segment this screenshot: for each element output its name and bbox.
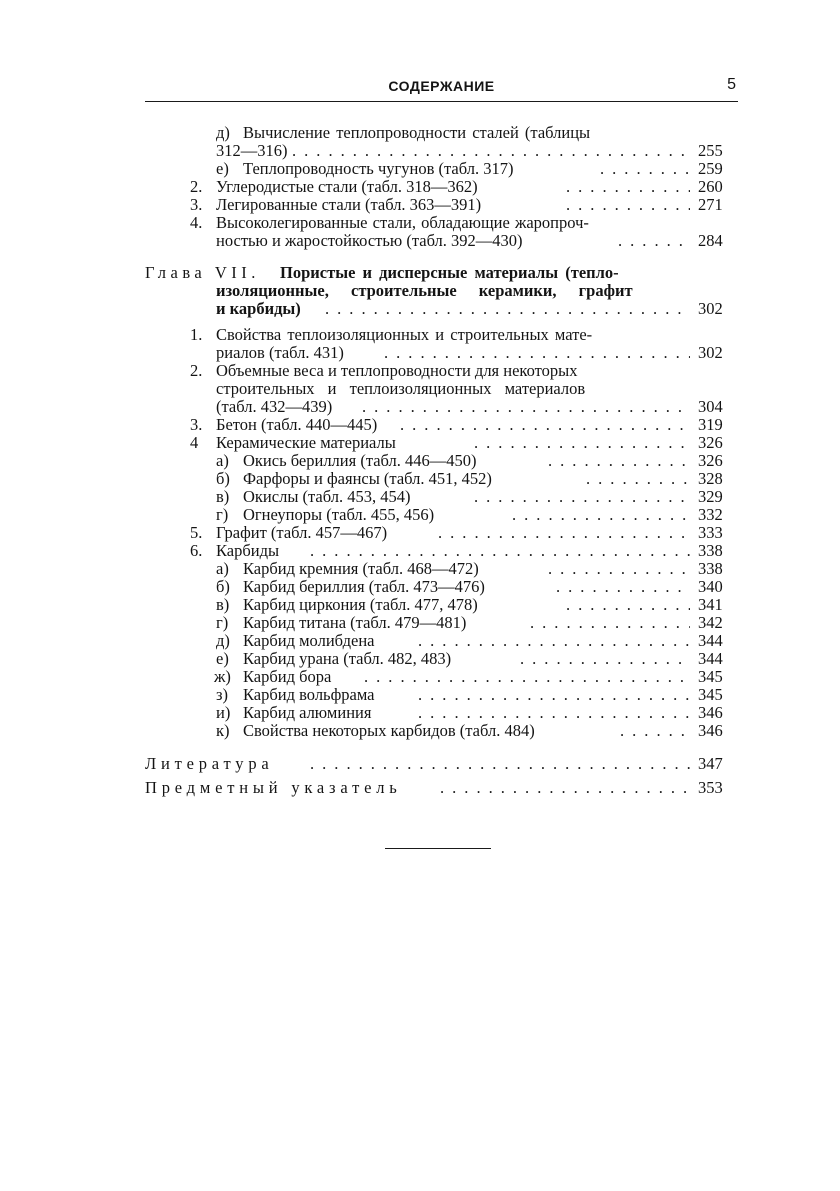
toc-entry-page: 346 bbox=[698, 703, 723, 722]
toc-entry-text: Карбид бора bbox=[243, 667, 332, 686]
toc-leader bbox=[618, 232, 690, 250]
toc-entry-text: Карбид молибдена bbox=[243, 631, 375, 650]
toc-entry-continuation: строительных и теплоизоляционных материалов bbox=[216, 379, 586, 398]
toc-leader bbox=[520, 650, 690, 668]
toc-leader bbox=[364, 668, 690, 686]
running-head bbox=[145, 76, 738, 100]
toc-leader bbox=[310, 542, 690, 560]
toc-entry-prefix: е) bbox=[216, 159, 229, 178]
toc-entry-page: 344 bbox=[698, 649, 723, 668]
toc-entry-prefix: е) bbox=[216, 649, 229, 668]
toc-leader bbox=[418, 686, 690, 704]
toc-entry-text: Керамические материалы bbox=[216, 433, 396, 452]
back-matter-text: Предметный указатель bbox=[145, 778, 402, 797]
toc-entry-text: Графит (табл. 457—467) bbox=[216, 523, 388, 542]
toc-entry-text: Окись бериллия (табл. 446—450) bbox=[243, 451, 477, 470]
toc-entry-page: 260 bbox=[698, 177, 723, 196]
toc-entry-page: 271 bbox=[698, 195, 723, 214]
toc-entry-prefix: ж) bbox=[214, 667, 231, 686]
back-matter-page: 353 bbox=[698, 778, 723, 797]
toc-entry-continuation: (табл. 432—439) bbox=[216, 397, 333, 416]
toc-entry-page: 329 bbox=[698, 487, 723, 506]
running-head-title: СОДЕРЖАНИЕ bbox=[388, 78, 495, 94]
toc-entry-prefix: б) bbox=[216, 469, 230, 488]
toc-entry-text: Теплопроводность чугунов (табл. 317) bbox=[243, 159, 514, 178]
toc-entry-text: Карбид алюминия bbox=[243, 703, 372, 722]
toc-entry-text: Карбид циркония (табл. 477, 478) bbox=[243, 595, 478, 614]
back-matter-text: Литература bbox=[145, 754, 274, 773]
toc-entry-prefix: 2. bbox=[190, 361, 203, 380]
toc-leader bbox=[600, 160, 690, 178]
toc-leader bbox=[586, 470, 690, 488]
toc-entry-text: Окислы (табл. 453, 454) bbox=[243, 487, 411, 506]
toc-leader bbox=[548, 452, 690, 470]
toc-entry-prefix: в) bbox=[216, 487, 230, 506]
toc-leader bbox=[418, 632, 690, 650]
toc-entry-page: 304 bbox=[698, 397, 723, 416]
toc-leader bbox=[292, 142, 690, 160]
toc-entry-text: Легированные стали (табл. 363—391) bbox=[216, 195, 482, 214]
toc-entry-text: Карбид урана (табл. 482, 483) bbox=[243, 649, 452, 668]
toc-entry-prefix: д) bbox=[216, 631, 230, 650]
toc-entry-page: 341 bbox=[698, 595, 723, 614]
end-rule bbox=[385, 848, 491, 849]
toc-leader bbox=[384, 344, 690, 362]
toc-leader bbox=[438, 524, 690, 542]
toc-entry-page: 338 bbox=[698, 541, 723, 560]
back-matter-page: 347 bbox=[698, 754, 723, 773]
toc-entry-prefix: з) bbox=[216, 685, 229, 704]
toc-entry-prefix: в) bbox=[216, 595, 230, 614]
toc-entry-page: 319 bbox=[698, 415, 723, 434]
page-number: 5 bbox=[727, 76, 736, 93]
toc-entry-continuation: риалов (табл. 431) bbox=[216, 343, 344, 362]
chapter-title-line-2: изоляционные, строительные керамики, графит bbox=[216, 281, 633, 300]
toc-entry-prefix: и) bbox=[216, 703, 231, 722]
toc-leader bbox=[310, 755, 690, 773]
toc-entry-text: Объемные веса и теплопроводности для некоторых bbox=[216, 361, 578, 380]
toc-entry-text: Бетон (табл. 440—445) bbox=[216, 415, 378, 434]
toc-leader bbox=[566, 596, 690, 614]
toc-entry-text: Карбид кремния (табл. 468—472) bbox=[243, 559, 479, 578]
toc-entry-text: Свойства некоторых карбидов (табл. 484) bbox=[243, 721, 535, 740]
toc-entry-page: 328 bbox=[698, 469, 723, 488]
toc-leader bbox=[474, 434, 690, 452]
toc-entry-page: 346 bbox=[698, 721, 723, 740]
toc-entry-page: 259 bbox=[698, 159, 723, 178]
toc-leader bbox=[620, 722, 690, 740]
chapter-title-line-1: Пористые и дисперсные материалы (тепло- bbox=[280, 263, 619, 282]
toc-leader bbox=[362, 398, 690, 416]
toc-leader bbox=[566, 178, 690, 196]
toc-entry-text: Свойства теплоизоляционных и строительных мате- bbox=[216, 325, 593, 344]
toc-entry-text: Карбиды bbox=[216, 541, 280, 560]
toc-leader bbox=[418, 704, 690, 722]
toc-entry-prefix: б) bbox=[216, 577, 230, 596]
toc-entry-page: 338 bbox=[698, 559, 723, 578]
toc-entry-page: 345 bbox=[698, 667, 723, 686]
toc-entry-prefix: 4 bbox=[190, 433, 199, 452]
toc-leader bbox=[400, 416, 690, 434]
toc-entry-prefix: д) bbox=[216, 123, 230, 142]
toc-leader bbox=[474, 488, 690, 506]
chapter-label: Глава VII. bbox=[145, 263, 260, 282]
toc-entry-page: 332 bbox=[698, 505, 723, 524]
toc-entry-prefix: а) bbox=[216, 451, 229, 470]
toc-leader bbox=[325, 300, 690, 318]
toc-entry-page: 340 bbox=[698, 577, 723, 596]
toc-entry-text: Высоколегированные стали, обладающие жаропроч- bbox=[216, 213, 589, 232]
toc-entry-page: 345 bbox=[698, 685, 723, 704]
toc-entry-text: Огнеупоры (табл. 455, 456) bbox=[243, 505, 435, 524]
toc-entry-text: Вычисление теплопроводности сталей (таблицы bbox=[243, 123, 591, 142]
toc-entry-text: Карбид бериллия (табл. 473—476) bbox=[243, 577, 485, 596]
toc-entry-continuation: 312—316) bbox=[216, 141, 288, 160]
toc-entry-prefix: 5. bbox=[190, 523, 203, 542]
toc-leader bbox=[548, 560, 690, 578]
toc-entry-page: 342 bbox=[698, 613, 723, 632]
chapter-page: 302 bbox=[698, 299, 723, 318]
toc-entry-page: 333 bbox=[698, 523, 723, 542]
toc-entry-prefix: 3. bbox=[190, 195, 203, 214]
toc-leader bbox=[566, 196, 690, 214]
toc-entry-prefix: а) bbox=[216, 559, 229, 578]
header-rule bbox=[145, 101, 738, 102]
toc-leader bbox=[556, 578, 690, 596]
toc-entry-page: 284 bbox=[698, 231, 723, 250]
toc-entry-prefix: 2. bbox=[190, 177, 203, 196]
toc-entry-text: Углеродистые стали (табл. 318—362) bbox=[216, 177, 478, 196]
toc-entry-prefix: 6. bbox=[190, 541, 203, 560]
chapter-title-line-3: и карбиды) bbox=[216, 299, 301, 318]
toc-entry-text: Карбид титана (табл. 479—481) bbox=[243, 613, 467, 632]
toc-entry-prefix: г) bbox=[216, 505, 229, 524]
toc-entry-page: 326 bbox=[698, 433, 723, 452]
toc-entry-continuation: ностью и жаростойкостью (табл. 392—430) bbox=[216, 231, 523, 250]
toc-entry-prefix: 1. bbox=[190, 325, 203, 344]
toc-entry-page: 255 bbox=[698, 141, 723, 160]
toc-entry-page: 302 bbox=[698, 343, 723, 362]
toc-entry-text: Фарфоры и фаянсы (табл. 451, 452) bbox=[243, 469, 492, 488]
toc-leader bbox=[440, 779, 690, 797]
toc-entry-page: 326 bbox=[698, 451, 723, 470]
toc-leader bbox=[530, 614, 690, 632]
toc-entry-prefix: 4. bbox=[190, 213, 203, 232]
toc-entry-text: Карбид вольфрама bbox=[243, 685, 375, 704]
toc-entry-prefix: к) bbox=[216, 721, 230, 740]
toc-entry-prefix: 3. bbox=[190, 415, 203, 434]
toc-entry-page: 344 bbox=[698, 631, 723, 650]
toc-leader bbox=[512, 506, 690, 524]
toc-entry-prefix: г) bbox=[216, 613, 229, 632]
